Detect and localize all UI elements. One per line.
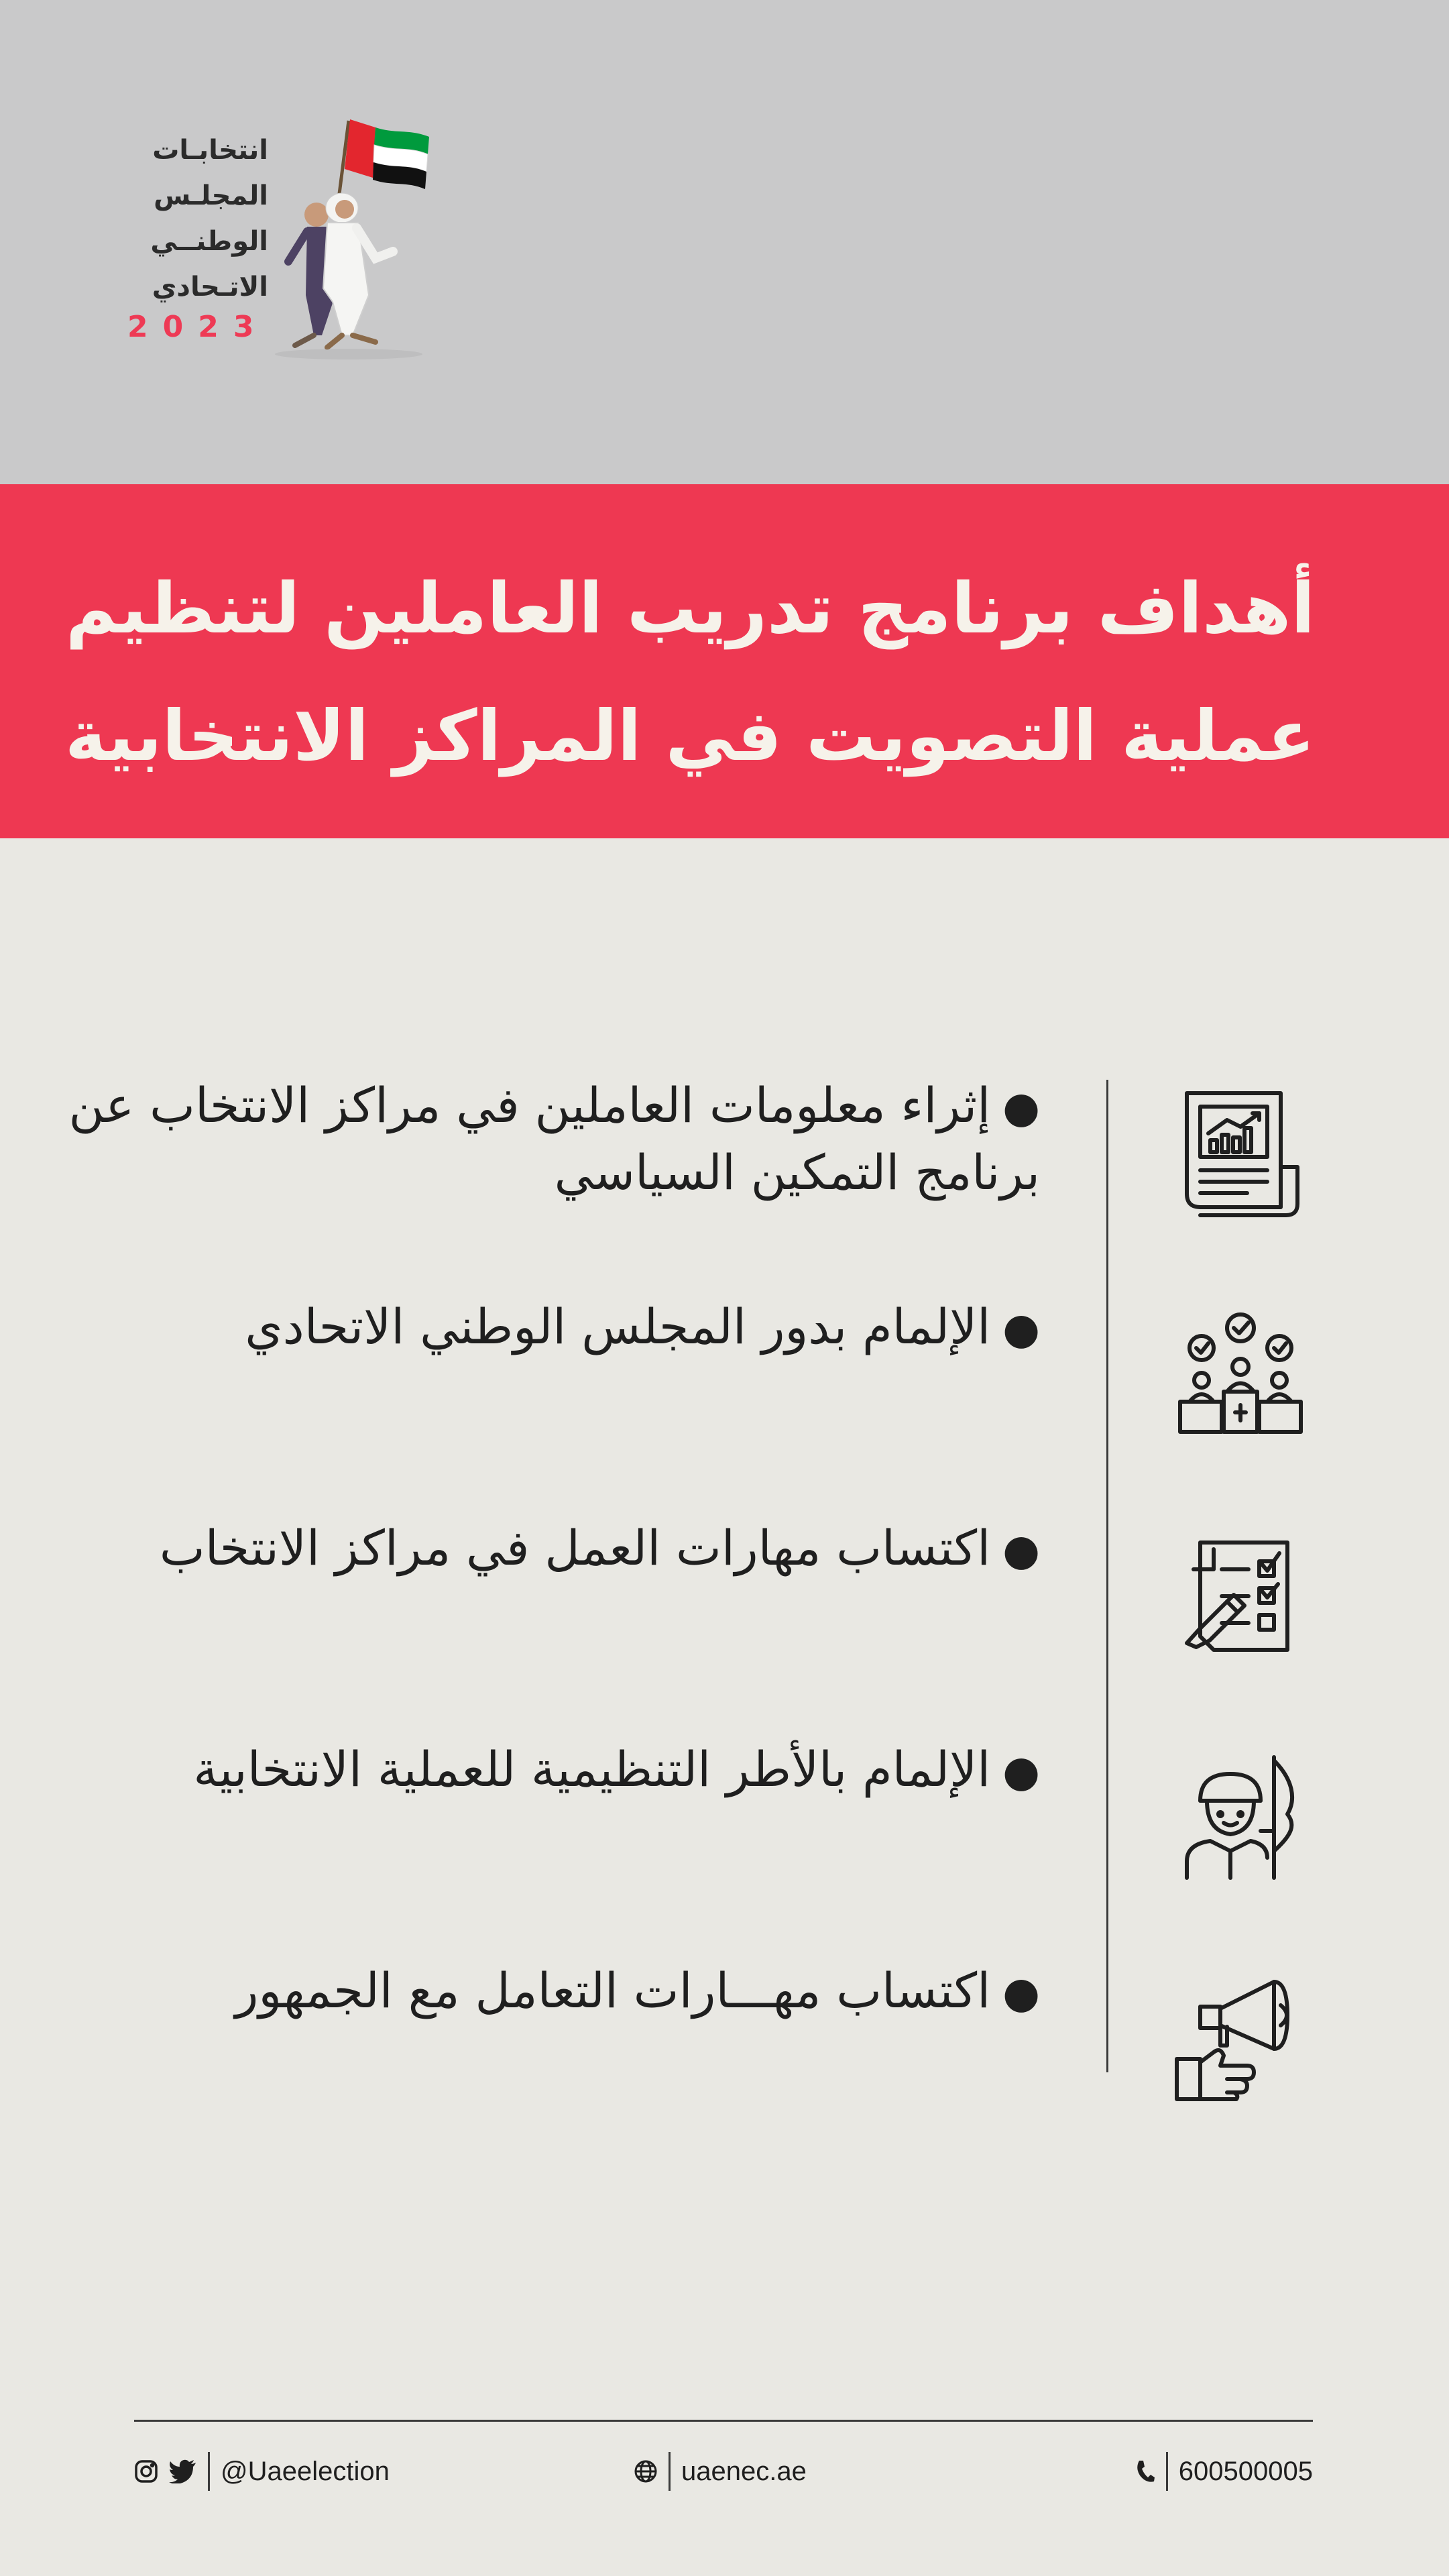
header-band — [0, 0, 1449, 484]
logo-line: الاتـحادي — [152, 272, 268, 302]
bullet: ● — [1002, 1968, 1040, 2018]
phone-icon — [1135, 2459, 1155, 2483]
goal-text: الإلمام بدور المجلس الوطني الاتحادي — [245, 1298, 991, 1355]
page-title: أهداف برنامج تدريب العاملين لتنظيم عملية التصويت في المراكز الانتخابية — [65, 567, 1315, 777]
bullet: ● — [1002, 1083, 1040, 1133]
person-with-flag-icon — [1173, 1750, 1308, 1885]
bullet: ● — [1002, 1747, 1040, 1797]
goal-text: اكتساب مهارات العمل في مراكز الانتخاب — [159, 1520, 991, 1576]
phone-number[interactable]: 600500005 — [1178, 2456, 1313, 2486]
bullet: ● — [1002, 1304, 1040, 1354]
megaphone-hand-icon — [1173, 1972, 1308, 2106]
newspaper-chart-icon — [1173, 1086, 1308, 1221]
goal-text: الإلمام بالأطر التنظيمية للعملية الانتخابية — [193, 1741, 991, 1797]
council-meeting-icon — [1173, 1308, 1308, 1442]
checklist-pen-icon — [1173, 1529, 1308, 1663]
goal-text: اكتساب مهـــارات التعامل مع الجمهور — [235, 1962, 991, 2019]
list-item — [0, 1502, 1449, 1703]
logo-line: المجلـس — [154, 180, 268, 211]
list-item — [0, 1060, 1449, 1261]
website-link[interactable]: uaenec.ae — [681, 2456, 807, 2486]
twitter-icon[interactable] — [169, 2459, 197, 2483]
logo-year: 2023 — [127, 310, 269, 344]
website-contact — [634, 2441, 807, 2502]
footer-separator — [669, 2452, 671, 2491]
footer-separator — [208, 2452, 210, 2491]
goals-list — [0, 1046, 1449, 2092]
footer-separator — [1166, 2452, 1168, 2491]
uae-flag-icon — [345, 119, 429, 189]
runners-with-flag-icon — [275, 114, 449, 362]
goal-text: إثراء معلومات العاملين في مراكز الانتخاب عن برنامج التمكين السياسي — [68, 1077, 1040, 1200]
instagram-icon[interactable] — [134, 2459, 158, 2483]
footer — [134, 2441, 1313, 2502]
phone-contact — [1135, 2441, 1313, 2502]
list-item — [0, 1281, 1449, 1482]
logo-line: انتخابـات — [152, 135, 268, 166]
social-handle[interactable]: @Uaeelection — [221, 2456, 390, 2486]
social-contact — [134, 2441, 390, 2502]
logo-line: الوطنــي — [150, 226, 268, 257]
title-band — [0, 484, 1449, 838]
logo-text — [127, 127, 268, 310]
election-logo — [127, 114, 456, 362]
list-item — [0, 1945, 1449, 2146]
globe-icon — [634, 2459, 658, 2483]
footer-divider — [134, 2420, 1313, 2422]
list-item — [0, 1724, 1449, 1925]
bullet: ● — [1002, 1526, 1040, 1575]
